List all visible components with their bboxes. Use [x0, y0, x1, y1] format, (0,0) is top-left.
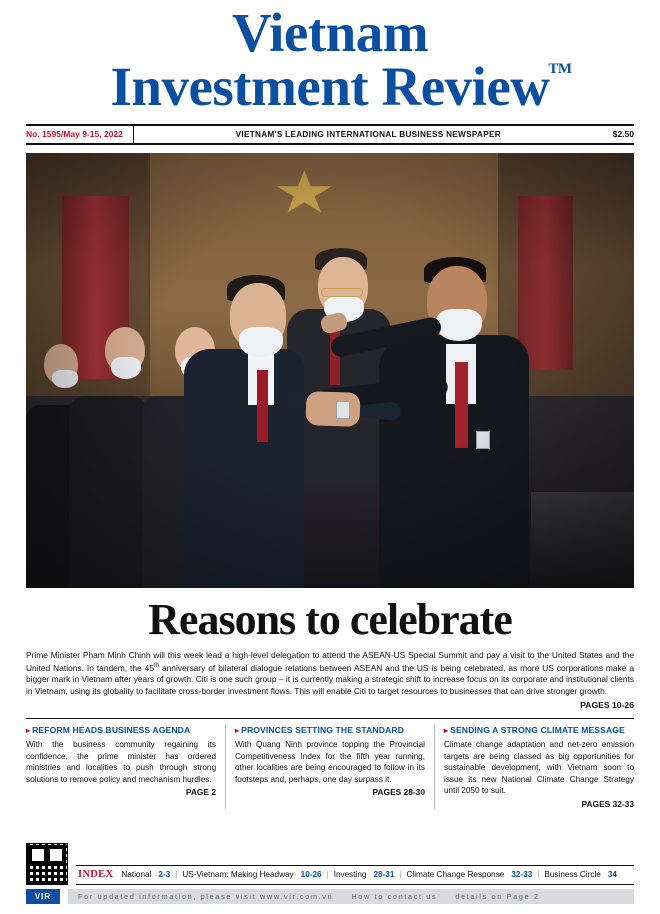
- footer-row: [26, 843, 634, 885]
- index-pages-us-vietnam[interactable]: 10-26: [300, 870, 322, 879]
- teaser-page-reference[interactable]: PAGE 2: [185, 787, 216, 798]
- masthead-line-2-text: Investment Review: [110, 55, 550, 117]
- page-footer: [26, 843, 634, 904]
- index-item-us-vietnam[interactable]: US-Vietnam: Making Headway: [182, 870, 294, 879]
- index-bar: [76, 866, 634, 885]
- index-separator: |: [537, 870, 540, 879]
- index-label: INDEX: [78, 869, 114, 880]
- masthead: [26, 0, 634, 117]
- index-separator: |: [326, 870, 329, 879]
- teaser-title-text: REFORM HEADS BUSINESS AGENDA: [32, 725, 191, 736]
- triangle-bullet-icon: ▸: [444, 726, 449, 736]
- trademark-mark: TM: [548, 60, 572, 77]
- index-pages-national[interactable]: 2-3: [158, 870, 171, 879]
- index-item-national[interactable]: National: [121, 870, 152, 879]
- lead-text-part-1: Prime Minister Pham Minh Chinh will this week lead a high-level delegation to attend the ASEAN-US Special Summit and pay a visit to the United States and the United Nations. In tandem, the 45: [26, 649, 634, 673]
- teaser-body: With the business community regaining its confidence, the prime minister has ordered ministries and localities to push through strong solutions to remove policy and mechanism hurdles.: [26, 740, 216, 784]
- teaser-page-reference[interactable]: PAGES 32-33: [581, 798, 634, 809]
- footer-note-contact[interactable]: How to contact us: [351, 892, 438, 901]
- lead-text-part-2: anniversary of bilateral dialogue relations between ASEAN and the US is being celebrated, as more US corporations make a bigger mark in Vietnam after years of growth. Citi is one such group – it is currently making a strategic shift to increase focus on its corporate and institutional clients in Vietnam, using its globality to facilitate cross-border investment flows. This will enable Citi to target resources to businesses that can drive stronger growth.: [26, 662, 634, 697]
- teaser-column-provinces[interactable]: [225, 725, 434, 808]
- teaser-title: [235, 725, 425, 735]
- teaser-title: [444, 725, 634, 735]
- index-separator: |: [399, 870, 402, 879]
- footer-notes: [68, 889, 634, 904]
- main-headline: Reasons to celebrate: [148, 594, 512, 644]
- teaser-column-climate[interactable]: [434, 725, 634, 808]
- issue-info-bar: [26, 126, 634, 145]
- qr-code-icon[interactable]: [26, 843, 68, 885]
- lead-photo: [26, 153, 634, 588]
- index-wrapper: [76, 865, 634, 885]
- teaser-columns: [26, 725, 634, 808]
- lead-page-reference[interactable]: PAGES 10-26: [580, 700, 634, 711]
- index-separator: |: [175, 870, 178, 879]
- index-item-investing[interactable]: Investing: [333, 870, 367, 879]
- teaser-body: With Quang Ninh province topping the Provincial Competitiveness Index for the fifth year running, other localities are being encouraged to follow in its footsteps and, perhaps, one day surpass it.: [235, 740, 425, 784]
- masthead-line-2: [110, 55, 572, 117]
- masthead-line-1: Vietnam: [231, 2, 429, 63]
- issue-number: No. 1595/May 9-15, 2022: [26, 126, 134, 143]
- newspaper-tagline: VIETNAM'S LEADING INTERNATIONAL BUSINESS NEWSPAPER: [235, 129, 501, 139]
- section-divider: [26, 718, 634, 719]
- vir-logo: VIR: [26, 889, 60, 904]
- footer-note-details: details on Page 2: [455, 892, 540, 901]
- index-item-business-circle[interactable]: Business Circle: [544, 870, 601, 879]
- cover-price: $2.50: [612, 129, 634, 140]
- index-item-climate-change-response[interactable]: Climate Change Response: [406, 870, 505, 879]
- index-pages-investing[interactable]: 28-31: [373, 870, 395, 879]
- footer-note-website[interactable]: For updated information, please visit www.vir.com.vn: [78, 892, 334, 901]
- lead-paragraph: [26, 650, 634, 712]
- lead-ordinal-suffix: th: [154, 662, 160, 669]
- triangle-bullet-icon: ▸: [235, 726, 240, 736]
- teaser-title-text: PROVINCES SETTING THE STANDARD: [241, 725, 404, 736]
- teaser-page-reference[interactable]: PAGES 28-30: [372, 787, 425, 798]
- teaser-body: Climate change adaptation and net-zero emission targets are being classed as big opportunities for sustainable development, with Vietnam soon to issue its new National Climate Change Strategy until 2050 to suit.: [444, 740, 634, 796]
- triangle-bullet-icon: ▸: [26, 726, 31, 736]
- index-pages-climate-change-response[interactable]: 32-33: [511, 870, 533, 879]
- teaser-title-text: SENDING A STRONG CLIMATE MESSAGE: [450, 725, 625, 736]
- photo-vignette: [26, 153, 634, 588]
- teaser-title: [26, 725, 216, 735]
- footer-strip: [26, 889, 634, 904]
- teaser-column-reform[interactable]: [26, 725, 225, 808]
- index-pages-business-circle[interactable]: 34: [607, 870, 617, 879]
